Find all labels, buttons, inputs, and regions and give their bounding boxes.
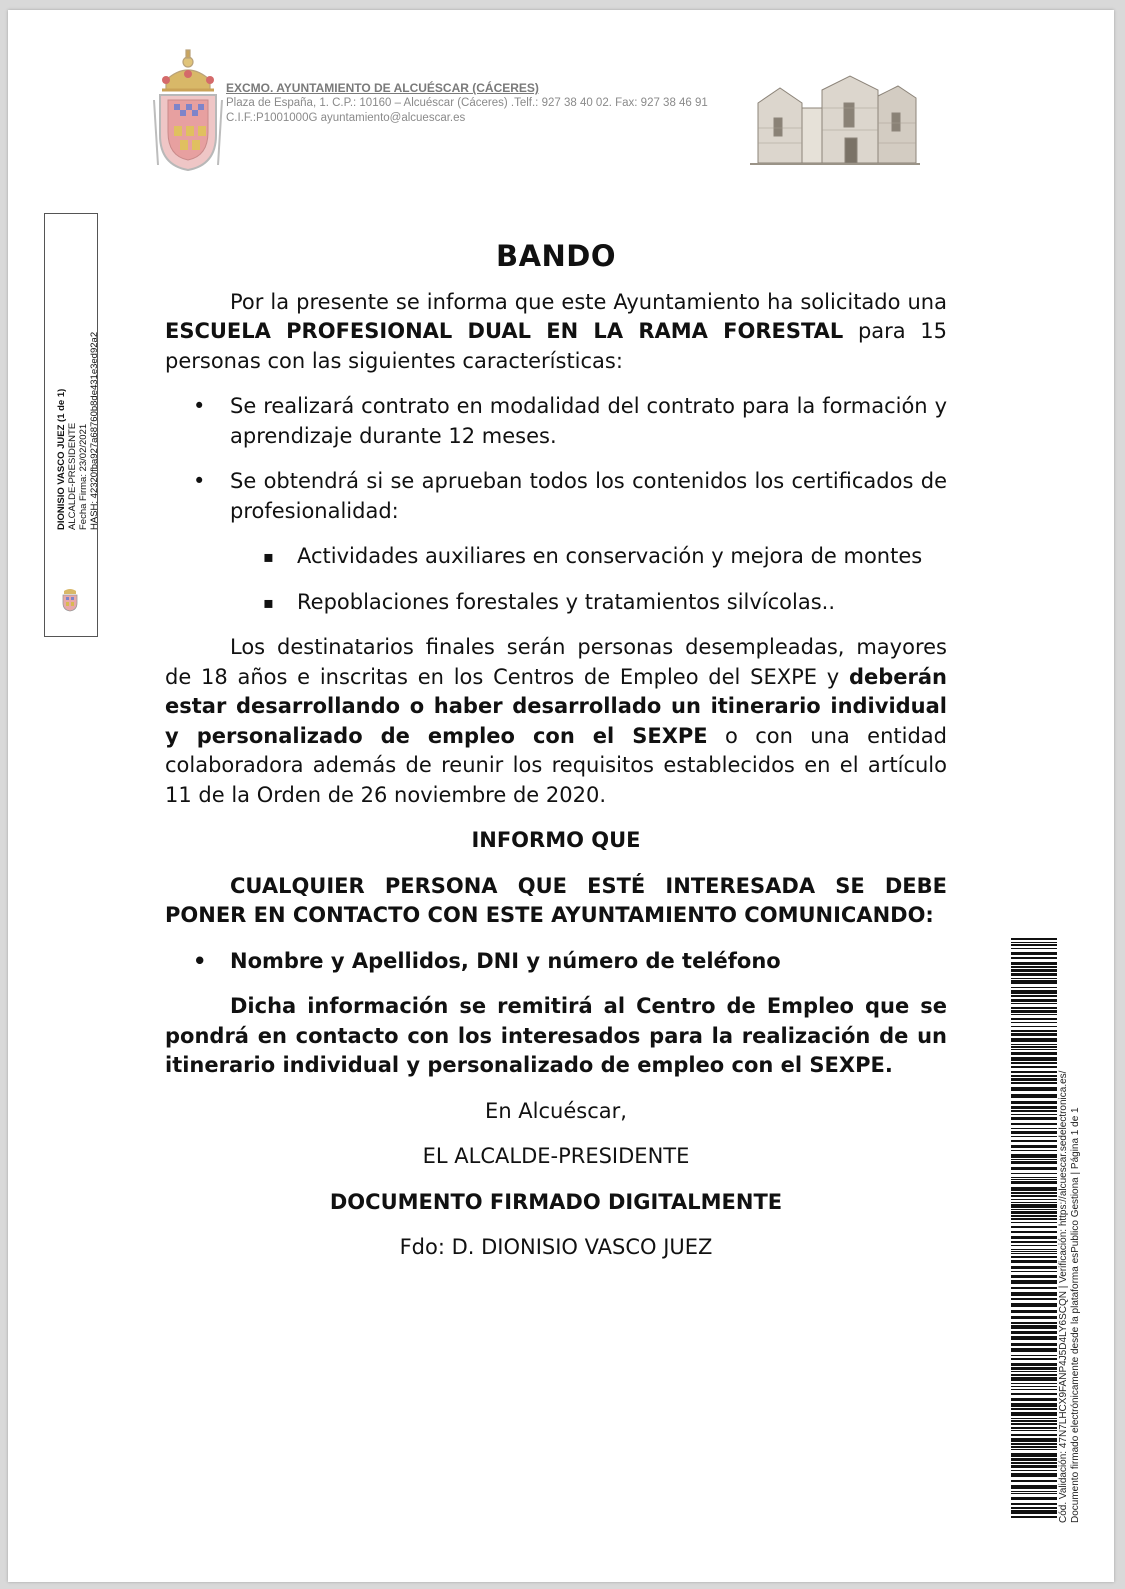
place-line: En Alcuéscar, [485, 1098, 627, 1123]
verification-text [1058, 1071, 1082, 1523]
recipients-paragraph [165, 633, 947, 810]
informo-heading: INFORMO QUE [471, 828, 641, 852]
signature-text [56, 332, 100, 530]
list-item: • Se obtendrá si se aprueban todos los contenidos los certificados de profesionalidad: [165, 467, 947, 526]
document-page [8, 10, 1114, 1582]
recipients-text-c: o con una entidad colaboradora además de reunir los requisitos establecidos en el artículo 11 de la Orden de 26 noviembre de 2020. [165, 723, 947, 807]
signature-role: ALCALDE-PRESIDENTE [67, 422, 78, 530]
document-body [165, 230, 947, 1263]
signer-line: Fdo: D. DIONISIO VASCO JUEZ [399, 1235, 713, 1259]
organization-header [226, 81, 708, 126]
info-paragraph: Dicha información se remitirá al Centro de Empleo que se pondrá en contacto con los interesados para la realización de un itinerario individual y personalizado de empleo con el SEXPE. [165, 994, 947, 1077]
sub-list-item: ▪ Actividades auxiliares en conservación y mejora de montes [165, 542, 947, 572]
organization-cif: C.I.F.:P1001000G ayuntamiento@alcuescar.es [226, 112, 466, 124]
signature-date: Fecha Firma: 23/02/2021 [78, 423, 89, 530]
intro-text-c: para 15 personas con las siguientes características: [165, 319, 947, 373]
small-crest-icon [60, 588, 80, 612]
church-building-icon [750, 68, 920, 168]
barcode-icon [1011, 938, 1057, 1518]
recipients-text-a: Los destinatarios finales serán personas desempleadas, mayores de 18 años e inscritas en los Centros de Empleo del SEXPE y [165, 635, 947, 689]
organization-address: Plaza de España, 1. C.P.: 10160 – Alcuéscar (Cáceres) .Telf.: 927 38 40 02. Fax: 927 38 46 91 [226, 97, 708, 109]
list-item: • Se realizará contrato en modalidad del contrato para la formación y aprendizaje durante 12 meses. [165, 392, 947, 451]
signed-line: DOCUMENTO FIRMADO DIGITALMENTE [329, 1189, 783, 1214]
organization-name: EXCMO. AYUNTAMIENTO DE ALCUÉSCAR (CÁCERES) [226, 81, 539, 95]
verification-code: Cód. Validación: 47N7LHCX9FANP4J5D4LY6SCQN | Verificación: https://alcuescar.sedelectronica.es/ [1058, 1070, 1069, 1523]
signature-hash: HASH: 42320fba927a68760b8de431e3ed92a2 [89, 331, 100, 530]
sub-list-item: ▪ Repoblaciones forestales y tratamientos silvícolas.. [165, 588, 947, 618]
document-title: BANDO [495, 239, 617, 273]
verification-platform: Documento firmado electrónicamente desde la plataforma esPublico Gestiona | Página 1 de 1 [1070, 1107, 1081, 1523]
list-item: • Nombre y Apellidos, DNI y número de teléfono [165, 947, 947, 977]
intro-paragraph [165, 288, 947, 377]
coat-of-arms-icon [148, 40, 228, 175]
contact-paragraph: CUALQUIER PERSONA QUE ESTÉ INTERESADA SE DEBE PONER EN CONTACTO CON ESTE AYUNTAMIENTO COMUNICANDO: [165, 873, 947, 927]
intro-text-bold: ESCUELA PROFESIONAL DUAL EN LA RAMA FORESTAL [165, 319, 844, 343]
recipients-text-bold: deberán estar desarrollando o haber desarrollado un itinerario individual y personalizado de empleo con el SEXPE [165, 664, 947, 748]
signature-name: DIONISIO VASCO JUEZ (1 de 1) [56, 388, 67, 530]
role-line: EL ALCALDE-PRESIDENTE [422, 1144, 690, 1168]
intro-text-a: Por la presente se informa que este Ayuntamiento ha solicitado una [230, 289, 947, 314]
